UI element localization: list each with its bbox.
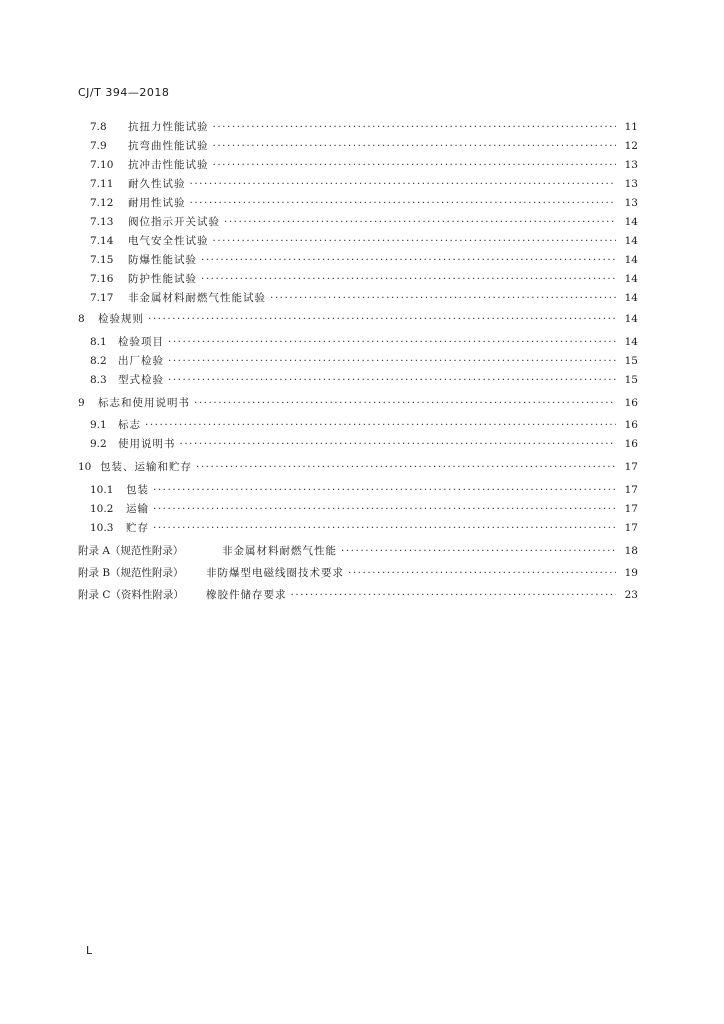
toc-leader (153, 500, 616, 519)
toc-row-10-3[interactable] (90, 519, 638, 538)
toc-title: 贮存 (126, 522, 149, 534)
toc-page: 15 (624, 355, 638, 367)
toc-number: 7.11 (90, 178, 114, 190)
toc-row-7-17[interactable] (90, 289, 638, 308)
toc-row-7-12[interactable] (90, 194, 638, 213)
toc-leader (190, 194, 617, 213)
toc-number: 9 (78, 397, 85, 409)
toc-page: 16 (624, 397, 638, 409)
toc-page: 16 (624, 419, 638, 431)
toc-title: 标志 (118, 419, 141, 431)
toc-row-10-1[interactable] (90, 481, 638, 500)
toc-number: 7.15 (90, 254, 114, 266)
toc-number: 附录 A（规范性附录） (78, 545, 184, 557)
toc-row-appendix-a[interactable] (78, 542, 638, 561)
toc-page: 18 (624, 545, 638, 557)
toc-title: 运输 (126, 503, 149, 515)
toc-page: 17 (624, 484, 638, 496)
toc-page: 16 (624, 438, 638, 450)
toc-number: 附录 C（资料性附录） (78, 589, 184, 601)
toc-row-7-15[interactable] (90, 251, 638, 270)
toc-title: 检验项目 (118, 336, 164, 348)
toc-leader (194, 394, 616, 413)
toc-number: 7.10 (90, 159, 114, 171)
toc-page: 14 (624, 235, 638, 247)
toc-leader (291, 586, 617, 605)
toc-leader (213, 232, 617, 251)
toc-number: 9.2 (90, 438, 107, 450)
toc-leader (213, 156, 617, 175)
toc-leader (190, 175, 617, 194)
toc-leader (213, 137, 617, 156)
toc-number: 7.13 (90, 216, 114, 228)
toc-page: 14 (624, 216, 638, 228)
toc-title: 抗扭力性能试验 (128, 121, 209, 133)
standard-number-header: CJ/T 394—2018 (78, 86, 170, 99)
toc-page: 12 (624, 140, 638, 152)
toc-title: 抗冲击性能试验 (128, 159, 209, 171)
toc-number: 7.14 (90, 235, 114, 247)
toc-leader (224, 213, 616, 232)
toc-page: 14 (624, 273, 638, 285)
toc-title: 出厂检验 (118, 355, 164, 367)
toc-page: 19 (624, 567, 638, 579)
toc-page: 17 (624, 503, 638, 515)
toc-leader (341, 542, 616, 561)
toc-leader (168, 371, 616, 390)
toc-row-8-2[interactable] (90, 352, 638, 371)
toc-title: 防爆性能试验 (128, 254, 197, 266)
toc-row-7-9[interactable] (90, 137, 638, 156)
toc-title: 型式检验 (118, 374, 164, 386)
toc-leader (145, 416, 616, 435)
toc-row-9[interactable] (78, 394, 638, 413)
toc-title: 包装、运输和贮存 (100, 461, 192, 473)
toc-leader (196, 458, 616, 477)
toc-row-7-14[interactable] (90, 232, 638, 251)
toc-page: 15 (624, 374, 638, 386)
toc-title: 非金属材料耐燃气性能 (222, 545, 337, 557)
toc-leader (148, 310, 616, 329)
toc-number: 7.8 (90, 121, 107, 133)
toc-title: 耐久性试验 (128, 178, 186, 190)
toc-leader (168, 352, 616, 371)
toc-page: 23 (624, 589, 638, 601)
toc-title: 检验规则 (98, 313, 144, 325)
toc-row-10[interactable] (78, 458, 638, 477)
toc-page: 13 (624, 159, 638, 171)
toc-number: 10.2 (90, 503, 114, 515)
toc-number: 7.12 (90, 197, 114, 209)
toc-leader (153, 519, 616, 538)
toc-number: 10.3 (90, 522, 114, 534)
toc-title: 非金属材料耐燃气性能试验 (128, 292, 266, 304)
toc-page: 14 (624, 254, 638, 266)
toc-row-7-16[interactable] (90, 270, 638, 289)
toc-page: 11 (624, 121, 638, 133)
toc-page: 14 (624, 292, 638, 304)
toc-row-8-1[interactable] (90, 333, 638, 352)
toc-number: 10 (78, 461, 92, 473)
toc-number: 8.2 (90, 355, 107, 367)
toc-page: 14 (624, 336, 638, 348)
toc-number: 8 (78, 313, 85, 325)
toc-row-8[interactable] (78, 310, 638, 329)
toc-number: 附录 B（规范性附录） (78, 567, 184, 579)
toc-row-7-11[interactable] (90, 175, 638, 194)
toc-title: 非防爆型电磁线圈技术要求 (206, 567, 344, 579)
toc-leader (153, 481, 616, 500)
toc-leader (168, 333, 616, 352)
toc-title: 阀位指示开关试验 (128, 216, 220, 228)
toc-leader (201, 251, 616, 270)
toc-number: 8.3 (90, 374, 107, 386)
toc-number: 7.17 (90, 292, 114, 304)
toc-number: 7.16 (90, 273, 114, 285)
toc-title: 电气安全性试验 (128, 235, 209, 247)
toc-title: 耐用性试验 (128, 197, 186, 209)
toc-page: 13 (624, 197, 638, 209)
toc-leader (348, 564, 616, 583)
toc-number: 10.1 (90, 484, 114, 496)
toc-row-7-8[interactable] (90, 118, 638, 137)
toc-leader (213, 118, 617, 137)
toc-row-8-3[interactable] (90, 371, 638, 390)
toc-title: 使用说明书 (118, 438, 176, 450)
toc-page: 14 (624, 313, 638, 325)
toc-number: 8.1 (90, 336, 107, 348)
toc-page: 17 (624, 522, 638, 534)
toc-row-10-2[interactable] (90, 500, 638, 519)
toc-page: 13 (624, 178, 638, 190)
toc-title: 防护性能试验 (128, 273, 197, 285)
toc-row-7-10[interactable] (90, 156, 638, 175)
toc-leader (201, 270, 616, 289)
toc-row-9-2[interactable] (90, 435, 638, 454)
toc-title: 橡胶件储存要求 (206, 589, 287, 601)
toc-row-appendix-c[interactable] (78, 586, 638, 605)
page-roman-numeral: L (86, 944, 93, 957)
toc-number: 9.1 (90, 419, 107, 431)
toc-page: 17 (624, 461, 638, 473)
toc-leader (270, 289, 616, 308)
toc-row-9-1[interactable] (90, 416, 638, 435)
toc-title: 标志和使用说明书 (98, 397, 190, 409)
toc-row-appendix-b[interactable] (78, 564, 638, 583)
toc-title: 包装 (126, 484, 149, 496)
toc-row-7-13[interactable] (90, 213, 638, 232)
toc-number: 7.9 (90, 140, 107, 152)
toc-leader (180, 435, 617, 454)
toc-title: 抗弯曲性能试验 (128, 140, 209, 152)
